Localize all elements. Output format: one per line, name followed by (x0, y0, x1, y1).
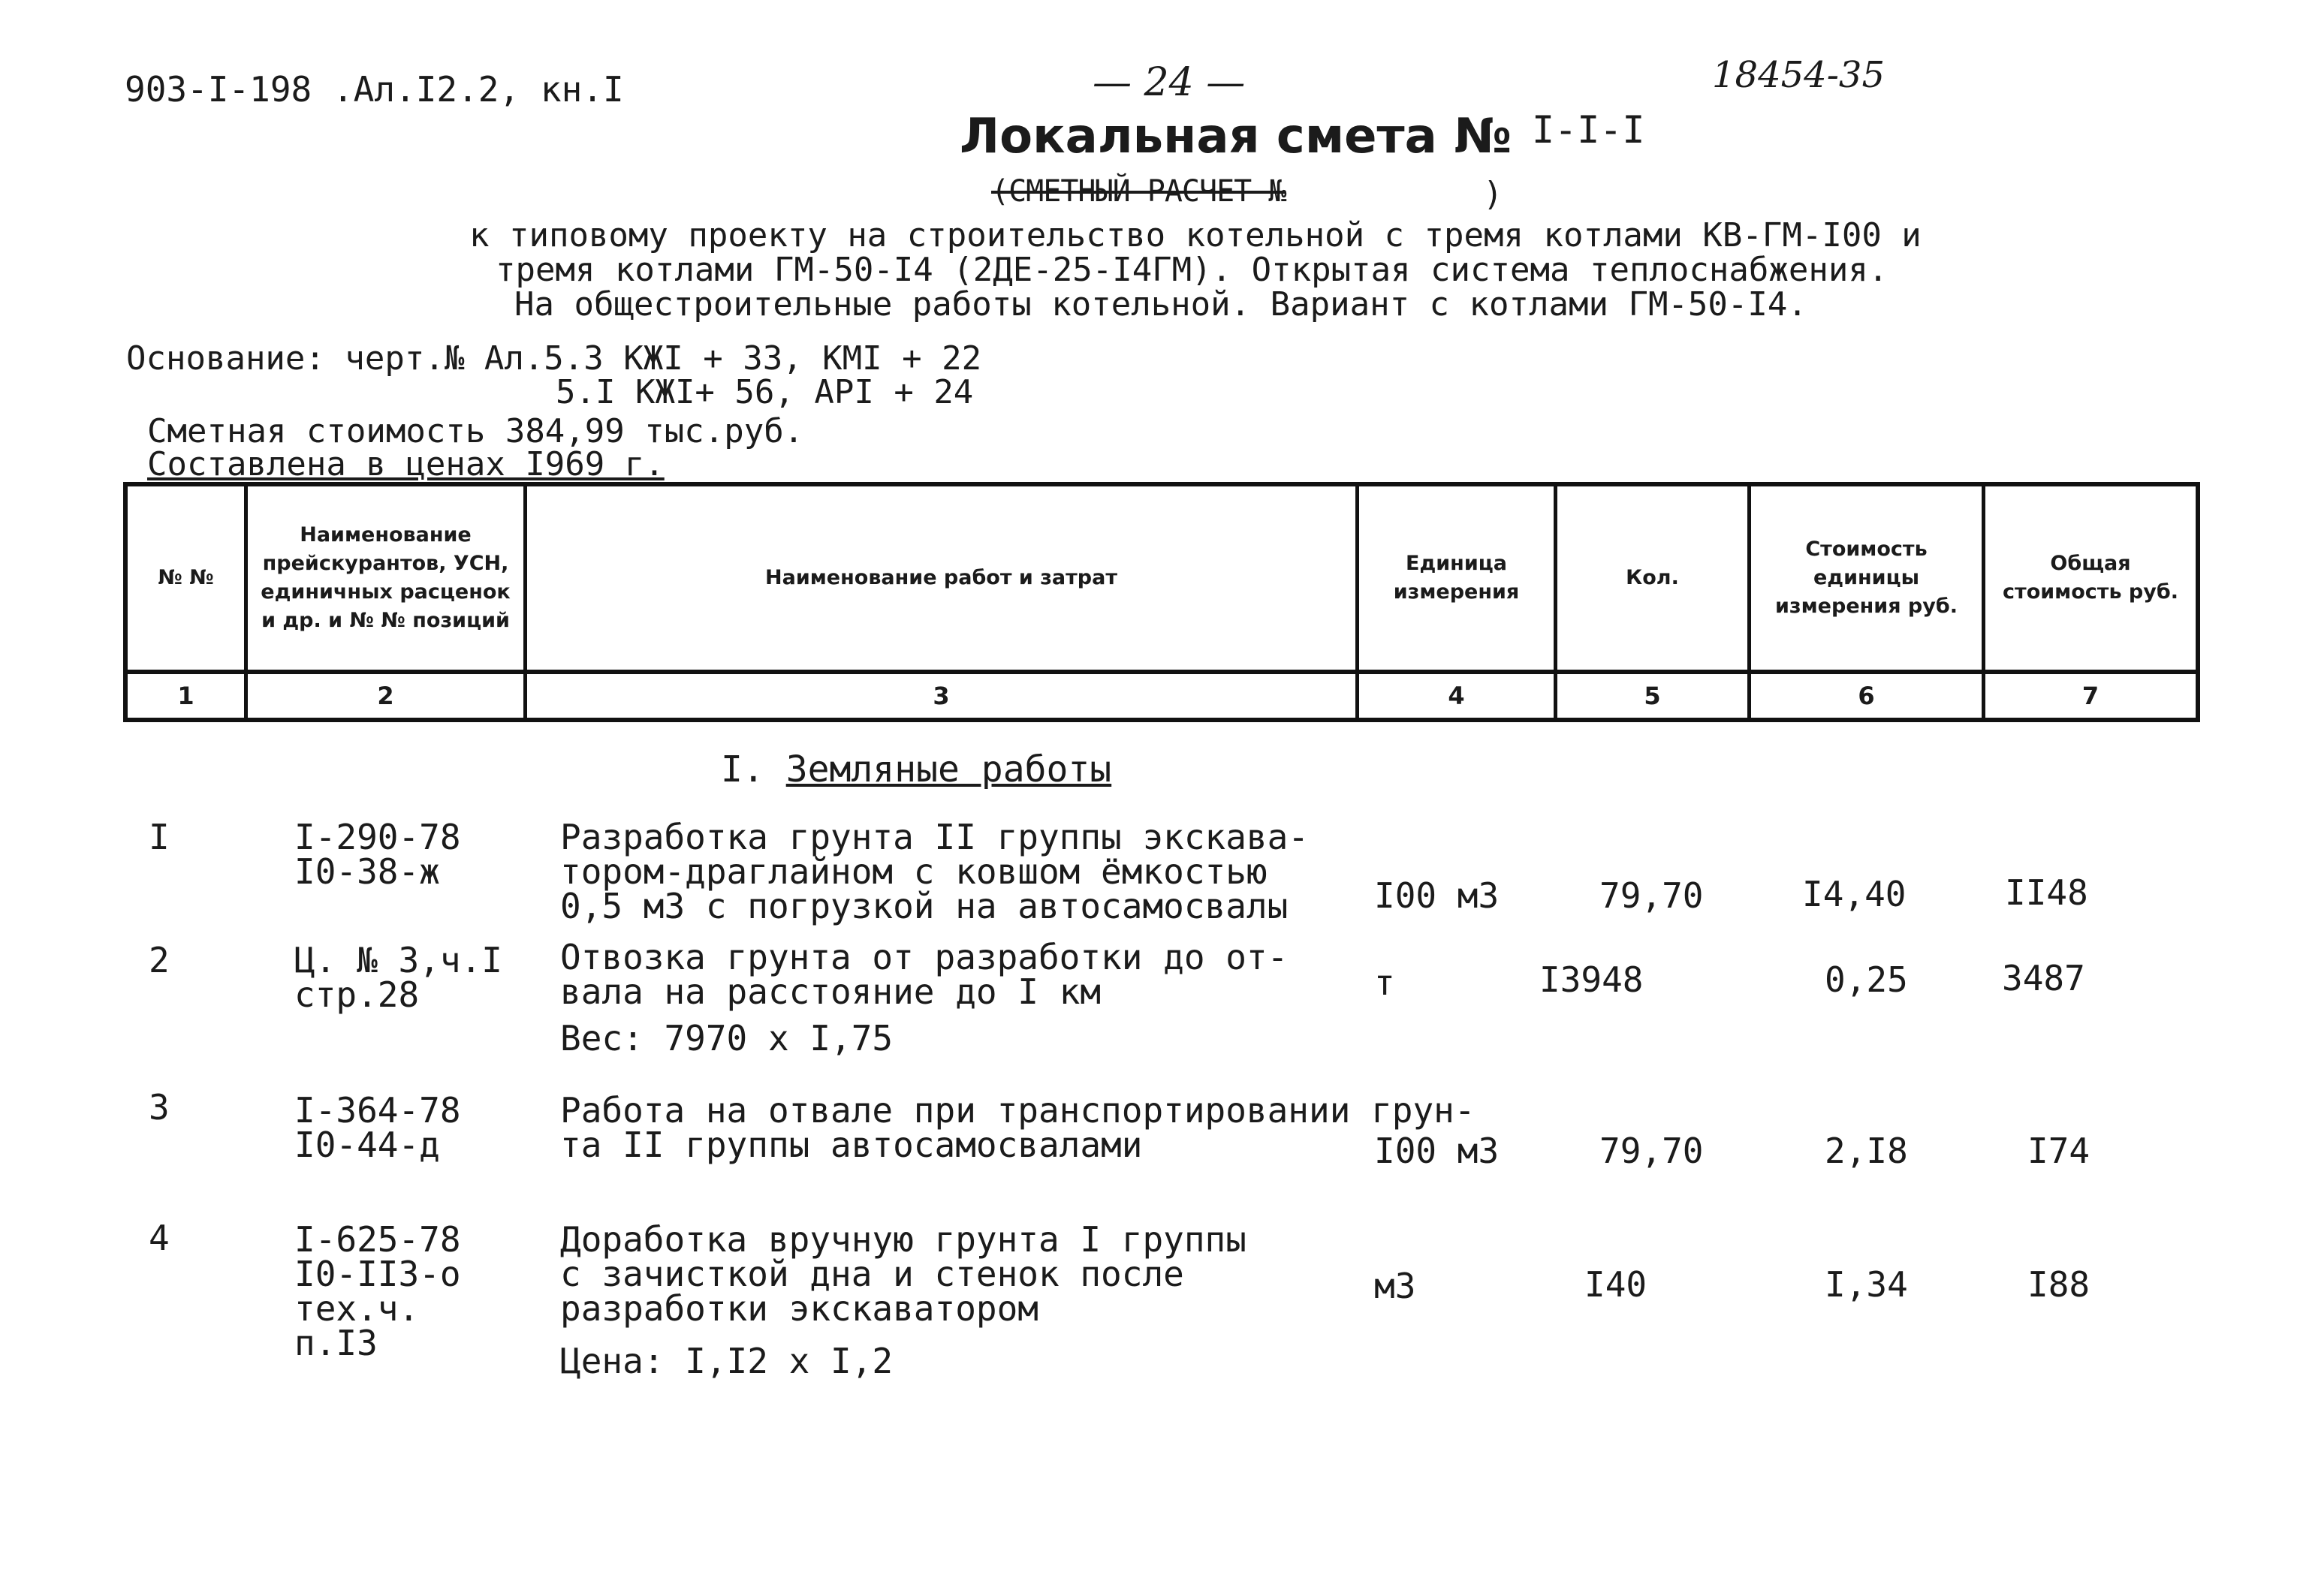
row-unit: I00 м3 (1374, 1131, 1500, 1171)
row-number: 2 (149, 940, 170, 980)
row-reference: I-625-78 I0-II3-о тех.ч. п.I3 (294, 1219, 461, 1363)
column-number: 7 (2081, 682, 2100, 710)
row-work: Разработка грунта II группы экскава- тором-драглайном с ковшом ёмкостью 0,5 м3 с погрузкой на автосамосвалы (560, 817, 1309, 926)
row-number: 3 (149, 1087, 170, 1128)
row-quantity: I40 (1584, 1264, 1647, 1305)
row-total: 3487 (2002, 958, 2085, 998)
column-number: 2 (248, 674, 527, 718)
basis-line: 5.I КЖI+ 56, АРI + 24 (556, 373, 974, 411)
row-unit-cost: I4,40 (1802, 874, 1907, 914)
row-total: I88 (2027, 1264, 2090, 1305)
row-quantity: 79,70 (1599, 1131, 1704, 1171)
estimate-number: I-I-I (1532, 108, 1645, 152)
row-total: I74 (2027, 1131, 2090, 1171)
header-cell-unit: Единица измерения (1359, 486, 1557, 674)
column-number: 4 (1359, 674, 1557, 718)
row-unit-cost: I,34 (1825, 1264, 1908, 1305)
row-reference: I-364-78 I0-44-д (294, 1090, 461, 1165)
row-work: Отвозка грунта от разработки до от- вала на расстояние до I км (560, 937, 1289, 1012)
header-cell-unit-cost: Стоимость единицы измерения руб. (1751, 486, 1985, 674)
row-work: Доработка вручную грунта I группы с зачисткой дна и стенок после разработки экскаватором (560, 1219, 1246, 1329)
row-unit: I00 м3 (1374, 875, 1500, 916)
row-quantity: 79,70 (1599, 875, 1704, 916)
row-number: I (149, 817, 170, 857)
header-cell-number: № № (128, 486, 248, 674)
estimated-cost: Сметная стоимость 384,99 тыс.руб. (147, 412, 804, 450)
document-code: 903-I-198 .Ал.I2.2, кн.I (125, 69, 624, 110)
header-cell-quantity: Кол. (1557, 486, 1751, 674)
column-number: 6 (1751, 674, 1985, 718)
description-line: к типовому проекту на строительство котельной с тремя котлами КВ-ГМ-I00 и (469, 216, 1922, 254)
price-basis: Составлена в ценах I969 г. (147, 445, 665, 483)
section-number: I. (721, 748, 764, 790)
subtitle-paren: ) (1483, 175, 1503, 213)
section-title: Земляные работы (785, 748, 1112, 790)
column-number: 3 (527, 674, 1359, 718)
column-number: 1 (128, 674, 248, 718)
row-number: 4 (149, 1218, 170, 1258)
document-title: Локальная смета № (960, 109, 1512, 164)
row-work: Работа на отвале при транспортировании грун- та II группы автосамосвалами (560, 1090, 1476, 1165)
page-number: — 24 — (1093, 60, 1246, 105)
row-note: Вес: 7970 х I,75 (560, 1018, 894, 1058)
row-unit-cost: 0,25 (1825, 959, 1908, 1000)
basis-line: Основание: черт.№ Ал.5.3 КЖI + 33, КМI + 22 (126, 339, 982, 378)
header-cell-work: Наименование работ и затрат (527, 486, 1359, 674)
description-line: На общестроительные работы котельной. Вариант с котлами ГМ-50-I4. (514, 285, 1807, 324)
row-reference: Ц. № 3,ч.I стр.28 (294, 940, 502, 1015)
header-cell-reference: Наименование прейскурантов, УСН, единичных расценок и др. и № № позиций (248, 486, 527, 674)
column-number: 5 (1557, 674, 1751, 718)
archive-number: 18454-35 (1712, 54, 1885, 96)
description-line: тремя котлами ГМ-50-I4 (2ДЕ-25-I4ГМ). Открытая система теплоснабжения. (496, 251, 1889, 289)
header-cell-total: Общая стоимость руб. (1985, 486, 2196, 674)
row-reference: I-290-78 I0-38-ж (294, 817, 461, 892)
estimate-table-header (123, 482, 2200, 722)
section-heading (721, 748, 1112, 790)
row-unit: т (1374, 962, 1395, 1003)
row-note: Цена: I,I2 х I,2 (560, 1341, 894, 1381)
row-total: II48 (2005, 872, 2088, 913)
row-quantity: I3948 (1539, 959, 1644, 1000)
row-unit: м3 (1374, 1266, 1416, 1306)
struck-subtitle: (СМЕТНЫЙ РАСЧЕТ № (991, 174, 1286, 209)
row-unit-cost: 2,I8 (1825, 1131, 1908, 1171)
